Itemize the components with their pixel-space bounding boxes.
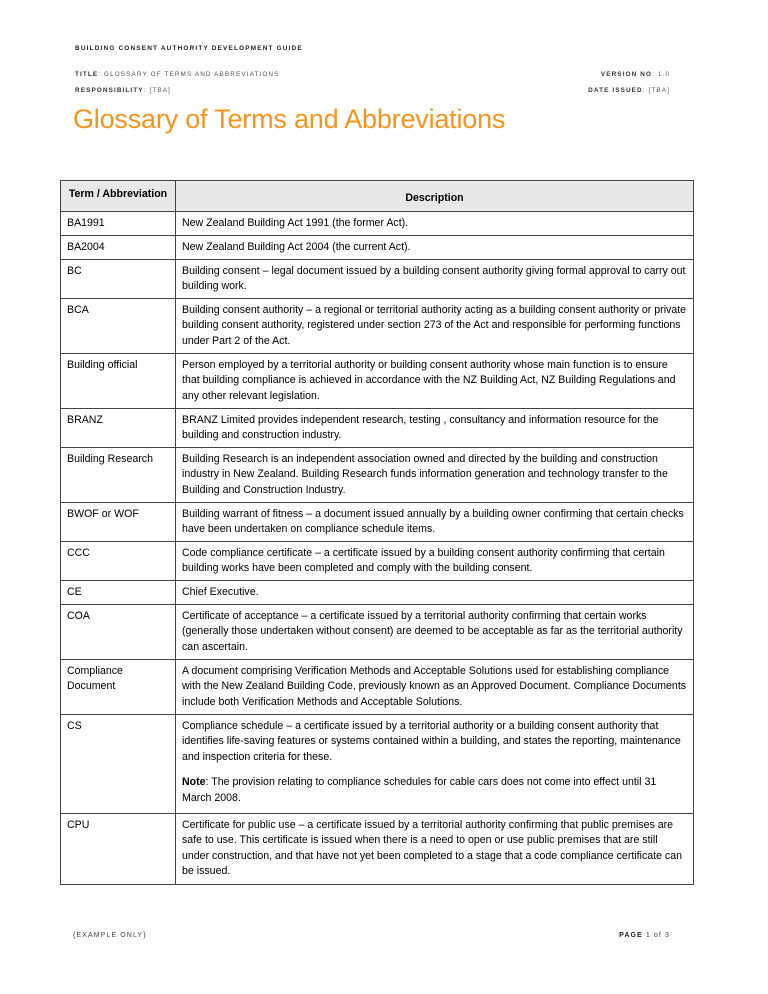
term-cell: BCA xyxy=(61,298,176,353)
date-info: DATE ISSUED: [TBA] xyxy=(588,87,670,94)
table-row xyxy=(61,659,694,714)
table-row xyxy=(61,447,694,502)
glossary-table xyxy=(60,180,694,885)
title-value: GLOSSARY OF TERMS AND ABBREVIATIONS xyxy=(104,71,280,78)
page-number xyxy=(619,932,670,939)
description-cell: Chief Executive. xyxy=(176,580,694,604)
term-cell: CPU xyxy=(61,813,176,884)
responsibility-label: RESPONSIBILITY xyxy=(75,87,144,94)
term-cell: BC xyxy=(61,259,176,298)
table-row xyxy=(61,408,694,447)
table-row xyxy=(61,580,694,604)
term-cell: COA xyxy=(61,604,176,659)
description-cell: A document comprising Verification Methods and Acceptable Solutions used for establishing compliance with the New Zealand Building Code, previously known as an Approved Document. Compliance Documents include both Verification Methods and Acceptable Solutions. xyxy=(176,659,694,714)
page-label: PAGE xyxy=(619,932,643,939)
description-cell: Certificate for public use – a certificate issued by a territorial authority confirming that public premises are safe to use. This certificate is issued when there is a need to open or use public premises that are still under construction, and that have not yet been completed to a stage that a code compliance certificate can be issued. xyxy=(176,813,694,884)
term-cell: Building Research xyxy=(61,447,176,502)
header-term: Term / Abbreviation xyxy=(61,181,176,212)
version-label: VERSION NO xyxy=(600,71,653,78)
table-row xyxy=(61,235,694,259)
term-cell: BRANZ xyxy=(61,408,176,447)
page-total: 3 xyxy=(665,932,670,939)
page-current: 1 xyxy=(645,932,651,939)
description-cell: Certificate of acceptance – a certificate issued by a territorial authority confirming that certain works (generally those undertaken without consent) are deemed to be acceptable as far as the territorial authority can ascertain. xyxy=(176,604,694,659)
version-value: 1.0 xyxy=(657,71,670,78)
guide-title: BUILDING CONSENT AUTHORITY DEVELOPMENT GUIDE xyxy=(75,45,303,52)
table-row xyxy=(61,714,694,813)
description-cell: Building consent authority – a regional or territorial authority acting as a building consent authority or private building consent authority, registered under section 273 of the Act and responsible for performing functions under Part 2 of the Act. xyxy=(176,298,694,353)
date-value: [TBA] xyxy=(648,87,670,94)
table-row xyxy=(61,604,694,659)
description-cell xyxy=(176,714,694,813)
table-row xyxy=(61,259,694,298)
table-row xyxy=(61,813,694,884)
description-cell: New Zealand Building Act 1991 (the former Act). xyxy=(176,211,694,235)
description-cell: Code compliance certificate – a certificate issued by a building consent authority confirming that certain building works have been completed and comply with the building consent. xyxy=(176,541,694,580)
description-text: Compliance schedule – a certificate issued by a territorial authority or a building consent authority that identifies life-saving features or systems contained within a building, and states the reporting, maintenance and inspection criteria for these. xyxy=(182,719,681,763)
term-cell: Building official xyxy=(61,353,176,408)
description-cell: Person employed by a territorial authority or building consent authority whose main function is to ensure that building compliance is achieved in accordance with the NZ Building Act, NZ Building Regulations and any other relevant legislation. xyxy=(176,353,694,408)
page-of: of xyxy=(653,932,662,939)
page-title: Glossary of Terms and Abbreviations xyxy=(73,104,506,134)
description-cell: BRANZ Limited provides independent research, testing , consultancy and information resource for the building and construction industry. xyxy=(176,408,694,447)
term-cell: Compliance Document xyxy=(61,659,176,714)
date-label: DATE ISSUED xyxy=(588,87,643,94)
description-cell: Building consent – legal document issued by a building consent authority giving formal approval to carry out building work. xyxy=(176,259,694,298)
table-header-row xyxy=(61,181,694,212)
footer-note: {EXAMPLE ONLY} xyxy=(73,932,147,939)
description-cell: Building warrant of fitness – a document issued annually by a building owner confirming that certain checks have been undertaken on compliance schedule items. xyxy=(176,502,694,541)
description-cell: Building Research is an independent association owned and directed by the building and construction industry in New Zealand. Building Research funds information generation and technology transfer to the Building and Construction Industry. xyxy=(176,447,694,502)
term-cell: CCC xyxy=(61,541,176,580)
table-row xyxy=(61,298,694,353)
description-cell: New Zealand Building Act 2004 (the current Act). xyxy=(176,235,694,259)
header-description: Description xyxy=(176,181,694,212)
term-cell: CS xyxy=(61,714,176,813)
meta-row-responsibility: RESPONSIBILITY: [TBA] DATE ISSUED: [TBA] xyxy=(75,87,670,94)
term-cell: BA2004 xyxy=(61,235,176,259)
responsibility-value: [TBA] xyxy=(149,87,171,94)
note-paragraph xyxy=(182,775,687,806)
table-row xyxy=(61,211,694,235)
table-row xyxy=(61,541,694,580)
title-label: TITLE xyxy=(75,71,99,78)
term-cell: CE xyxy=(61,580,176,604)
meta-row-title: TITLE: GLOSSARY OF TERMS AND ABBREVIATIONS VERSION NO: 1.0 xyxy=(75,71,670,78)
term-cell: BWOF or WOF xyxy=(61,502,176,541)
table-row xyxy=(61,502,694,541)
note-text: : The provision relating to compliance schedules for cable cars does not come into effect until 31 March 2008. xyxy=(182,776,657,804)
version-info: VERSION NO: 1.0 xyxy=(600,71,670,78)
table-row xyxy=(61,353,694,408)
note-label: Note xyxy=(182,776,206,788)
term-cell: BA1991 xyxy=(61,211,176,235)
